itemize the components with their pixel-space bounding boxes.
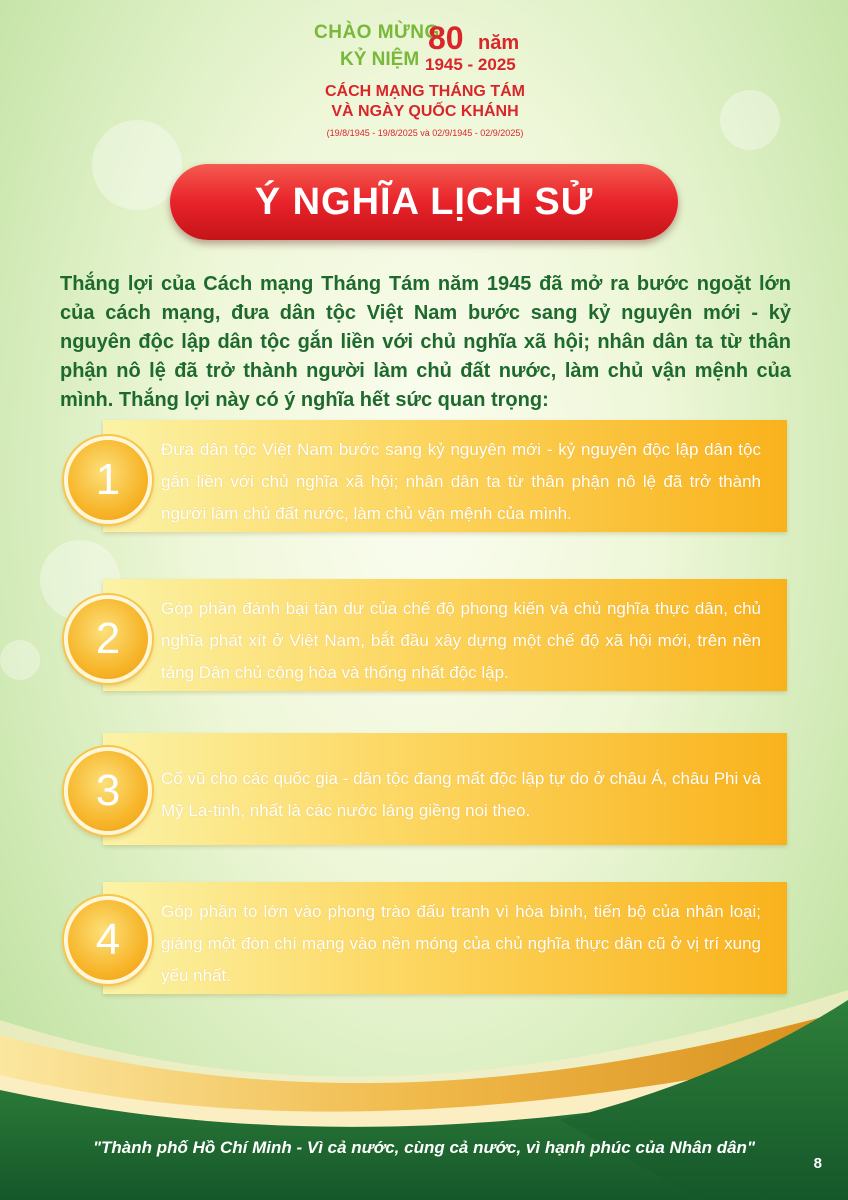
logo-celebrate-line2: KỶ NIỆM — [340, 49, 420, 70]
page-title: Ý NGHĨA LỊCH SỬ — [254, 180, 594, 223]
logo-years-count: 80 — [428, 20, 464, 56]
background-bubble — [0, 640, 40, 680]
number-badge-4 — [64, 896, 152, 984]
title-banner — [170, 164, 678, 240]
footer-slogan: "Thành phố Hồ Chí Minh - Vì cả nước, cùng cả nước, vì hạnh phúc của Nhân dân" — [92, 1138, 756, 1157]
significance-card-3 — [103, 733, 787, 845]
badge-number: 2 — [95, 614, 121, 663]
card-text: Đưa dân tộc Việt Nam bước sang kỷ nguyên mới - kỷ nguyên độc lập dân tộc gắn liền với chủ nghĩa xã hội; nhân dân ta từ thân phận nô lệ đã trở thành người làm chủ đất nước, làm chủ vận mệnh của mình. — [161, 440, 761, 523]
significance-card-4 — [103, 882, 787, 994]
logo-celebrate-line1: CHÀO MỪNG — [314, 22, 440, 43]
logo-year-range: 1945 - 2025 — [425, 55, 516, 74]
badge-number: 1 — [95, 455, 121, 504]
logo-event-line2: VÀ NGÀY QUỐC KHÁNH — [331, 103, 519, 120]
badge-number: 4 — [95, 915, 121, 964]
significance-card-1 — [103, 420, 787, 532]
logo-event-line1: CÁCH MẠNG THÁNG TÁM — [325, 83, 525, 100]
card-text: Cổ vũ cho các quốc gia - dân tộc đang mất độc lập tự do ở châu Á, châu Phi và Mỹ La-tinh, nhất là các nước láng giềng noi theo. — [161, 769, 761, 820]
badge-number: 3 — [95, 766, 121, 815]
intro-paragraph: Thắng lợi của Cách mạng Tháng Tám năm 1945 đã mở ra bước ngoặt lớn của cách mạng, đưa dân tộc Việt Nam bước sang kỷ nguyên mới - kỷ nguyên độc lập dân tộc gắn liền với chủ nghĩa xã hội; nhân dân ta từ thân phận nô lệ đã trở thành người làm chủ đất nước, làm chủ vận mệnh của mình. Thắng lợi này có ý nghĩa hết sức quan trọng: — [60, 273, 791, 411]
anniversary-logo — [300, 22, 550, 147]
significance-card-2 — [103, 579, 787, 691]
number-badge-2 — [64, 595, 152, 683]
card-text: Góp phần to lớn vào phong trào đấu tranh vì hòa bình, tiến bộ của nhân loại; giáng một đòn chí mạng vào nền móng của chủ nghĩa thực dân cũ ở vị trí xung yếu nhất. — [161, 902, 761, 985]
card-text: Góp phần đánh bại tàn dư của chế độ phong kiến và chủ nghĩa thực dân, chủ nghĩa phát xít ở Việt Nam, bắt đầu xây dựng một chế độ xã hội mới, trên nền tảng Dân chủ cộng hòa và thống nhất độc lập. — [161, 599, 761, 682]
number-badge-1 — [64, 436, 152, 524]
background-bubble — [720, 90, 780, 150]
logo-event-dates: (19/8/1945 - 19/8/2025 và 02/9/1945 - 02/9/2025) — [326, 128, 524, 138]
footer-wave-graphic — [0, 990, 848, 1200]
number-badge-3 — [64, 747, 152, 835]
logo-years-word: năm — [478, 32, 520, 54]
background-bubble — [92, 120, 182, 210]
page-number: 8 — [813, 1155, 822, 1172]
